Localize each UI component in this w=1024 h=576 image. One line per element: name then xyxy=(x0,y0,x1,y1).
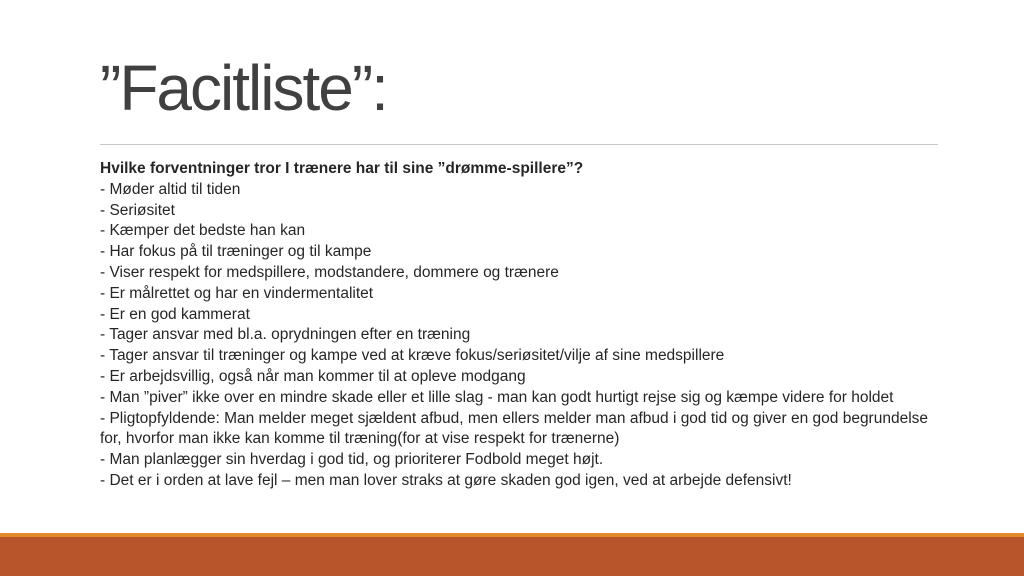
list-item: - Tager ansvar med bl.a. oprydningen efter en træning xyxy=(100,326,471,344)
list-item: - Pligtopfyldende: Man melder meget sjældent afbud, men ellers melder man afbud i god tid og giver en god begrundelse for, hvorfor man ikke kan komme til træning(for at vise respekt for trænerne) xyxy=(100,409,929,448)
list-item: - Man ”piver” ikke over en mindre skade eller et lille slag - man kan godt hurtigt rejse sig og kæmpe videre for holdet xyxy=(100,388,894,406)
list-item: - Man planlægger sin hverdag i god tid, og prioriterer Fodbold meget højt. xyxy=(100,451,604,469)
list-item: - Kæmper det bedste han kan xyxy=(100,222,306,240)
slide-title: ”Facitliste”: xyxy=(100,52,387,124)
list-item: - Er en god kammerat xyxy=(100,305,250,323)
list-item: - Møder altid til tiden xyxy=(100,180,241,198)
slide-content xyxy=(100,159,938,492)
footer-band xyxy=(0,537,1024,576)
list-item: - Har fokus på til træninger og til kampe xyxy=(100,243,372,261)
list-item: - Seriøsitet xyxy=(100,201,175,219)
title-divider xyxy=(100,144,938,145)
list-item: - Er arbejdsvillig, også når man kommer til at opleve modgang xyxy=(100,367,526,385)
list-item: - Viser respekt for medspillere, modstandere, dommere og trænere xyxy=(100,263,559,281)
list-item: - Er målrettet og har en vindermentalitet xyxy=(100,284,374,302)
question-heading: Hvilke forventninger tror I trænere har til sine ”drømme-spillere”? xyxy=(100,160,584,177)
list-item: - Tager ansvar til træninger og kampe ved at kræve fokus/seriøsitet/vilje af sine medspillere xyxy=(100,347,725,365)
list-item: - Det er i orden at lave fejl – men man lover straks at gøre skaden god igen, ved at arbejde defensivt! xyxy=(100,471,792,489)
